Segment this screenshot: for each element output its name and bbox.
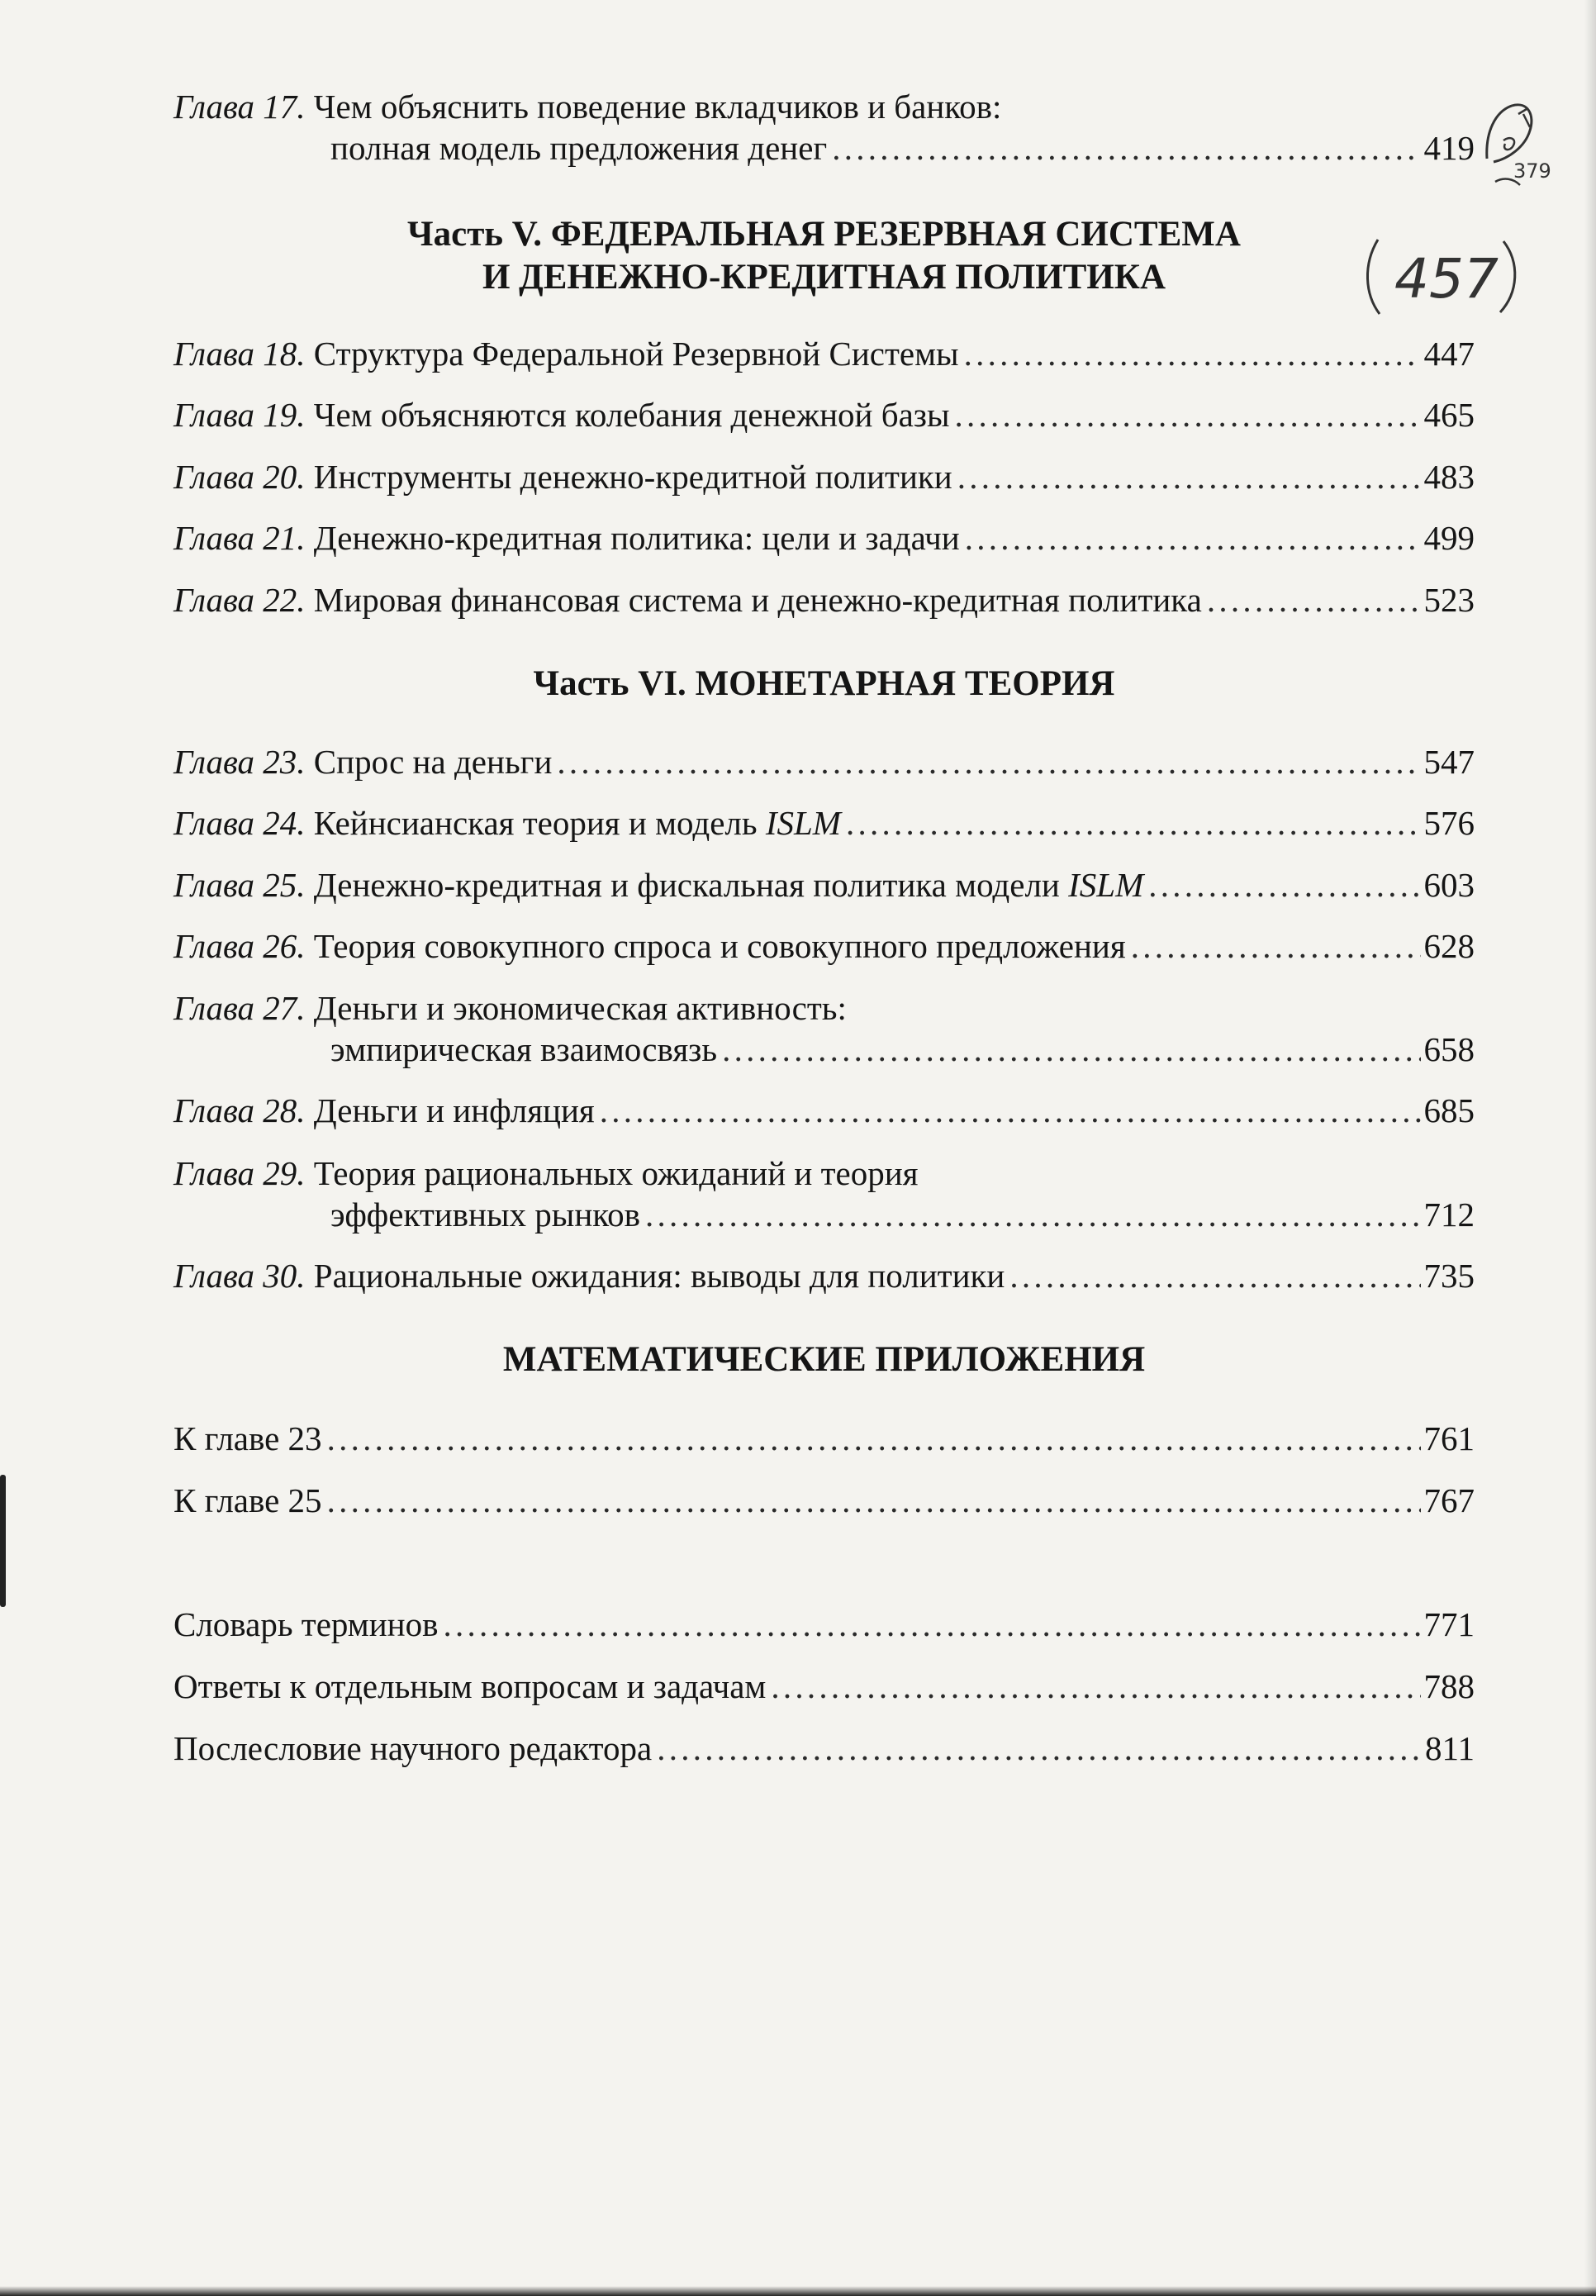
chapter-title <box>314 803 841 843</box>
chapter-title: Теория совокупного спроса и совокупного предложения <box>313 927 1126 965</box>
chapter-title: Деньги и инфляция <box>313 1091 595 1129</box>
appendix-title: К главе 23 <box>173 1419 322 1457</box>
toc-entry-answers <box>173 1657 1475 1706</box>
chapter-label: Глава 28. <box>173 1091 306 1129</box>
chapter-title-line1: Теория рациональных ожиданий и теория <box>313 1154 919 1192</box>
chapter-title: Чем объясняются колебания денежной базы <box>313 396 950 434</box>
scan-edge-bottom <box>0 2286 1596 2296</box>
scan-edge-right <box>1584 0 1596 2296</box>
page-number: 628 <box>1423 927 1475 965</box>
chapter-label: Глава 29. <box>173 1154 306 1192</box>
chapter-label: Глава 24. <box>173 804 306 842</box>
page-number: 465 <box>1423 396 1475 434</box>
toc-entry-ch25 <box>173 855 1475 905</box>
chapter-title-line1: Деньги и экономическая активность: <box>313 989 847 1027</box>
page-number: 523 <box>1423 581 1475 619</box>
toc-entry-ch28 <box>173 1081 1475 1130</box>
chapter-label: Глава 17. <box>173 88 306 126</box>
page-number: 761 <box>1423 1419 1475 1457</box>
part-v-heading <box>173 213 1475 299</box>
chapter-title <box>314 865 1143 905</box>
note-457-text: 457 <box>1394 247 1499 311</box>
page-number: 685 <box>1423 1091 1475 1129</box>
toc-entry-ch26 <box>173 916 1475 966</box>
chapter-label: Глава 19. <box>173 396 306 434</box>
part-vi-heading <box>173 663 1475 706</box>
dot-leader <box>645 1195 1421 1234</box>
part-title-line2: И ДЕНЕЖНО-КРЕДИТНАЯ ПОЛИТИКА <box>482 258 1166 297</box>
dot-leader <box>443 1604 1420 1644</box>
page-number: 603 <box>1423 866 1475 904</box>
page-number: 735 <box>1423 1257 1475 1295</box>
page-number: 483 <box>1423 458 1475 496</box>
chapter-label: Глава 20. <box>173 458 306 496</box>
chapter-title-italic: ISLM <box>1068 866 1144 904</box>
toc-entry-ch18 <box>173 324 1475 373</box>
page-number: 771 <box>1423 1605 1475 1643</box>
dot-leader <box>722 1029 1420 1069</box>
chapter-title-line2: эффективных рынков <box>330 1196 640 1234</box>
chapter-title: Инструменты денежно-кредитной политики <box>313 458 952 496</box>
chapter-label: Глава 18. <box>173 335 306 373</box>
appendix-heading: МАТЕМАТИЧЕСКИЕ ПРИЛОЖЕНИЯ <box>502 1340 1146 1379</box>
toc-entry-ch19 <box>173 385 1475 435</box>
dot-leader <box>657 1728 1422 1768</box>
dot-leader <box>771 1666 1420 1706</box>
chapter-label: Глава 21. <box>173 519 306 557</box>
dot-leader <box>1148 865 1420 905</box>
page-number: 811 <box>1425 1729 1475 1767</box>
dot-leader <box>1131 926 1421 966</box>
back-matter-title: Словарь терминов <box>173 1605 439 1643</box>
page-number: 547 <box>1423 743 1475 781</box>
toc-entry-ch24 <box>173 793 1475 843</box>
chapter-label: Глава 27. <box>173 989 306 1027</box>
dot-leader <box>1009 1256 1420 1295</box>
back-matter-title: Ответы к отдельным вопросам и задачам <box>173 1667 767 1705</box>
part-prefix: Часть VI. <box>533 664 686 703</box>
chapter-title-italic: ISLM <box>765 804 841 842</box>
chapter-label: Глава 26. <box>173 927 306 965</box>
scan-edge-mark <box>0 1475 6 1607</box>
chapter-title: Структура Федеральной Резервной Системы <box>313 335 959 373</box>
page-number: 419 <box>1423 129 1475 167</box>
handwritten-note-379 <box>1470 83 1561 198</box>
chapter-title-text: Денежно-кредитная и фискальная политика модели <box>313 866 1069 904</box>
dot-leader <box>1207 580 1421 620</box>
dot-leader <box>557 742 1420 782</box>
chapter-label: Глава 25. <box>173 866 306 904</box>
toc-entry-appendix-23 <box>173 1409 1475 1458</box>
chapter-title: Денежно-кредитная политика: цели и задачи <box>313 519 960 557</box>
toc-entry-ch22 <box>173 570 1475 620</box>
toc-entry-ch21 <box>173 508 1475 558</box>
dot-leader <box>957 457 1421 497</box>
part-prefix: Часть V. <box>407 215 543 254</box>
toc-entry-ch30 <box>173 1246 1475 1295</box>
dot-leader <box>600 1091 1421 1130</box>
dot-leader <box>965 518 1421 558</box>
toc-entry-ch29-line2 <box>173 1185 1475 1234</box>
back-matter-title: Послесловие научного редактора <box>173 1729 653 1767</box>
dot-leader <box>327 1481 1421 1520</box>
handwritten-note-457 <box>1355 223 1528 330</box>
chapter-label: Глава 23. <box>173 743 306 781</box>
page-number: 447 <box>1423 335 1475 373</box>
chapter-title: Спрос на деньги <box>313 743 553 781</box>
part-title-line1: ФЕДЕРАЛЬНАЯ РЕЗЕРВНАЯ СИСТЕМА <box>550 215 1241 254</box>
page-number: 788 <box>1423 1667 1475 1705</box>
chapter-title-line2: полная модель предложения денег <box>330 129 828 167</box>
chapter-title-text: Кейнсианская теория и модель <box>313 804 766 842</box>
toc-entry-ch27-line2 <box>173 1020 1475 1069</box>
chapter-title: Рациональные ожидания: выводы для политики <box>313 1257 1005 1295</box>
page-number: 576 <box>1423 804 1475 842</box>
dot-leader <box>832 128 1420 168</box>
chapter-title-line1: Чем объяснить поведение вкладчиков и банков: <box>313 88 1002 126</box>
toc-entry-ch23 <box>173 732 1475 782</box>
page-number: 712 <box>1423 1196 1475 1234</box>
dot-leader <box>327 1419 1421 1458</box>
chapter-label: Глава 30. <box>173 1257 306 1295</box>
page-number: 499 <box>1423 519 1475 557</box>
chapter-title-line2: эмпирическая взаимосвязь <box>330 1030 718 1068</box>
dot-leader <box>955 395 1421 435</box>
page-number: 767 <box>1423 1481 1475 1519</box>
page-number: 658 <box>1423 1030 1475 1068</box>
dot-leader <box>846 803 1421 843</box>
toc-entry-ch20 <box>173 447 1475 497</box>
note-379-text: 379 <box>1513 159 1551 183</box>
toc-entry-glossary <box>173 1595 1475 1644</box>
appendix-title: К главе 25 <box>173 1481 322 1519</box>
chapter-title: Мировая финансовая система и денежно-кредитная политика <box>313 581 1202 619</box>
toc-entry-ch17-line2 <box>173 118 1475 168</box>
dot-leader <box>964 334 1421 373</box>
chapter-label: Глава 22. <box>173 581 306 619</box>
part-title: МОНЕТАРНАЯ ТЕОРИЯ <box>695 664 1115 703</box>
toc-entry-appendix-25 <box>173 1471 1475 1520</box>
toc-entry-afterword <box>173 1718 1475 1768</box>
